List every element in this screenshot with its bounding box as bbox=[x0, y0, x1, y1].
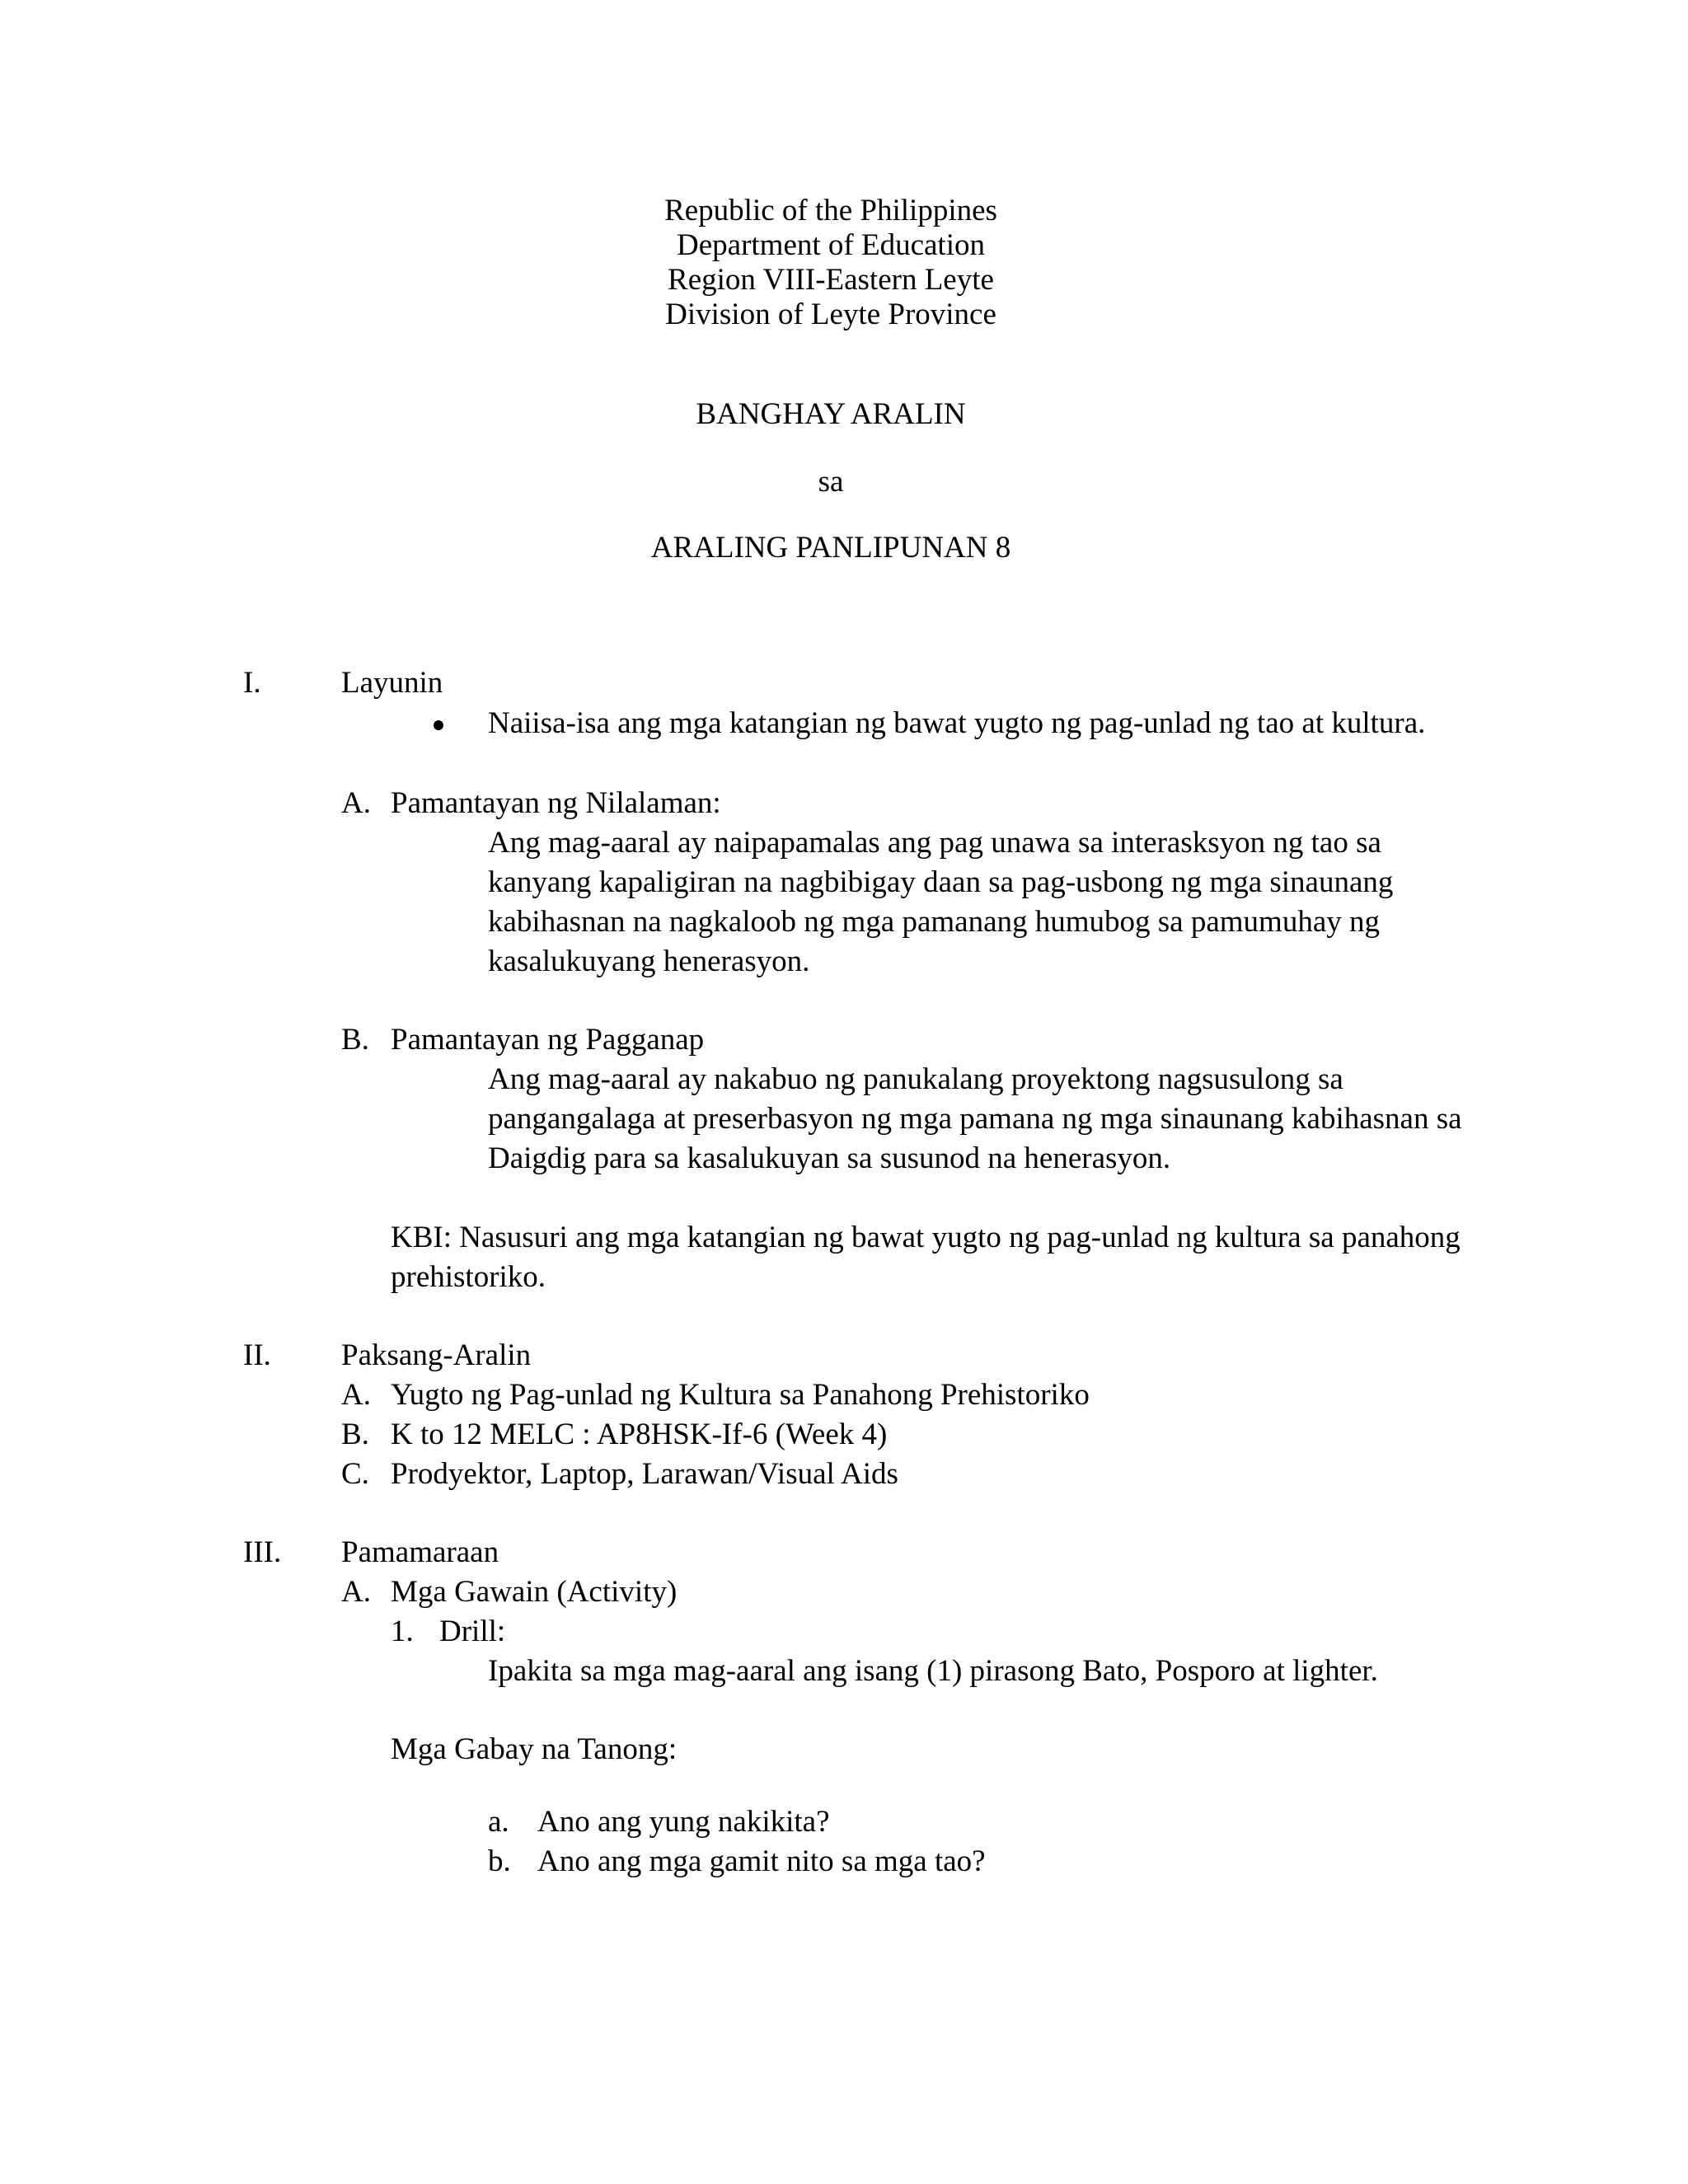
kbi-line-2: prehistoriko. bbox=[391, 1260, 546, 1294]
paksang-item-letter: A. bbox=[341, 1378, 371, 1412]
section-1-b-letter: B. bbox=[341, 1023, 369, 1057]
section-1-numeral: I. bbox=[243, 666, 261, 700]
drill-text: Ipakita sa mga mag-aaral ang isang (1) pirasong Bato, Posporo at lighter. bbox=[488, 1654, 1378, 1688]
gabay-tanong-heading: Mga Gabay na Tanong: bbox=[391, 1732, 678, 1766]
section-3-a-letter: A. bbox=[341, 1575, 371, 1609]
nilalaman-line-3: kabihasnan na nagkaloob ng mga pamanang humubog sa pamumuhay ng bbox=[488, 905, 1380, 939]
section-2-numeral: II. bbox=[243, 1338, 271, 1372]
drill-label: Drill: bbox=[439, 1615, 506, 1648]
title-connector: sa bbox=[818, 465, 844, 499]
nilalaman-line-1: Ang mag-aaral ay naipapamalas ang pag unawa sa interasksyon ng tao sa bbox=[488, 826, 1381, 860]
drill-number: 1. bbox=[391, 1615, 414, 1648]
paksang-item-text: Yugto ng Pag-unlad ng Kultura sa Panahong Prehistoriko bbox=[391, 1378, 1090, 1412]
question-letter: b. bbox=[488, 1844, 511, 1878]
title-banghay-aralin: BANGHAY ARALIN bbox=[696, 397, 966, 431]
pamantayan-nilalaman-heading: Pamantayan ng Nilalaman: bbox=[391, 786, 721, 820]
paksang-item-text: Prodyektor, Laptop, Larawan/Visual Aids bbox=[391, 1457, 898, 1491]
question-text: Ano ang yung nakikita? bbox=[537, 1805, 830, 1839]
paksang-item-letter: C. bbox=[341, 1457, 369, 1491]
kbi-line-1: KBI: Nasusuri ang mga katangian ng bawat yugto ng pag-unlad ng kultura sa panahong bbox=[391, 1221, 1461, 1254]
layunin-bullet: Naiisa-isa ang mga katangian ng bawat yugto ng pag-unlad ng tao at kultura. bbox=[488, 706, 1426, 740]
header-line-division: Division of Leyte Province bbox=[665, 298, 996, 331]
header-line-republic: Republic of the Philippines bbox=[664, 194, 997, 227]
question-letter: a. bbox=[488, 1805, 509, 1839]
bullet-dot-icon bbox=[434, 720, 443, 730]
section-3-numeral: III. bbox=[243, 1535, 282, 1569]
header-line-region: Region VIII-Eastern Leyte bbox=[668, 263, 994, 297]
header-line-department: Department of Education bbox=[677, 228, 985, 262]
paksang-item-text: K to 12 MELC : AP8HSK-If-6 (Week 4) bbox=[391, 1418, 888, 1451]
pagganap-line-2: pangangalaga at preserbasyon ng mga pamana ng mga sinaunang kabihasnan sa bbox=[488, 1102, 1462, 1136]
section-3-heading: Pamamaraan bbox=[341, 1535, 499, 1569]
pagganap-line-3: Daigdig para sa kasalukuyan sa susunod na henerasyon. bbox=[488, 1141, 1171, 1175]
question-text: Ano ang mga gamit nito sa mga tao? bbox=[537, 1844, 986, 1878]
mga-gawain-heading: Mga Gawain (Activity) bbox=[391, 1575, 678, 1609]
pagganap-line-1: Ang mag-aaral ay nakabuo ng panukalang proyektong nagsusulong sa bbox=[488, 1062, 1343, 1096]
section-1-a-letter: A. bbox=[341, 786, 371, 820]
nilalaman-line-4: kasalukuyang henerasyon. bbox=[488, 944, 810, 978]
nilalaman-line-2: kanyang kapaligiran na nagbibigay daan sa pag-usbong ng mga sinaunang bbox=[488, 865, 1394, 899]
paksang-item-letter: B. bbox=[341, 1418, 369, 1451]
title-subject: ARALING PANLIPUNAN 8 bbox=[650, 531, 1011, 565]
section-2-heading: Paksang-Aralin bbox=[341, 1338, 532, 1372]
pamantayan-pagganap-heading: Pamantayan ng Pagganap bbox=[391, 1023, 705, 1057]
section-1-heading: Layunin bbox=[341, 666, 443, 700]
